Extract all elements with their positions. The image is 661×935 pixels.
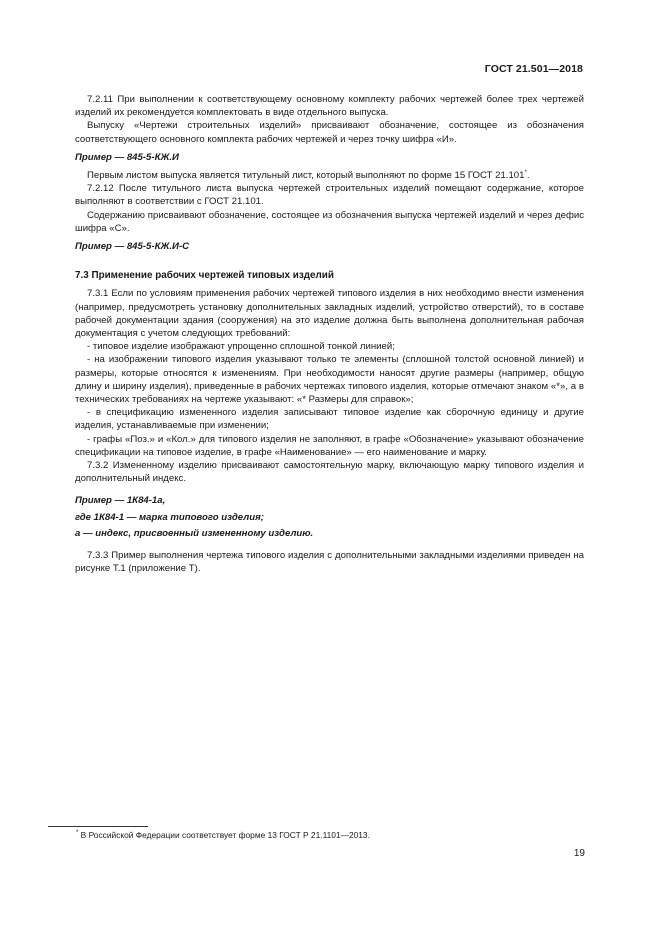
- example-line: а — индекс, присвоенный измененному изделию.: [75, 527, 314, 539]
- paragraph-7-3-1: 7.3.1 Если по условиям применения рабочих чертежей типового изделия в них необходимо внести изменения (например, предусмотреть установку дополнительных закладных изделий, устройство отверстий), то в составе рабочей документации здания (сооружения) на это изделие должна быть выполнена дополнительная рабочая документация с учетом следующих требований:: [75, 288, 584, 340]
- section-heading-7-3: 7.3 Применение рабочих чертежей типовых изделий: [75, 270, 334, 282]
- paragraph-title-sheet: [75, 169, 584, 182]
- list-item: - графы «Поз.» и «Кол.» для типового изделия не заполняют, в графе «Обозначение» указывают обозначение спецификации на типовое изделие, в графе «Наименование» — его наименование и марку.: [75, 433, 584, 458]
- footnote-ref: *: [524, 169, 527, 176]
- footnote-divider: [48, 826, 148, 827]
- paragraph-7-2-11: 7.2.11 При выполнении к соответствующему основному комплекту рабочих чертежей более трех чертежей изделий их рекомендуется комплектовать в виде отдельного выпуска.: [75, 94, 584, 119]
- example-845-5-kzh-i-s: Пример — 845-5-КЖ.И-С: [75, 241, 190, 253]
- paragraph-7-2-12-designation: Содержанию присваивают обозначение, состоящее из обозначения выпуска чертежей изделий и через дефис шифра «С».: [75, 209, 584, 234]
- paragraph-7-2-12: 7.2.12 После титульного листа выпуска чертежей строительных изделий помещают содержание, которое выполняют в соответствии с ГОСТ 21.101.: [75, 183, 584, 208]
- title-sheet-end: .: [526, 170, 530, 182]
- example-845-5-kzh-i: Пример — 845-5-КЖ.И: [75, 151, 179, 163]
- page-number: 19: [573, 848, 585, 859]
- list-item: - в спецификацию измененного изделия записывают типовое изделие как сборочную единицу и другие изделия, устанавливаемые при изменении;: [75, 407, 584, 432]
- title-sheet-text: Первым листом выпуска является титульный лист, который выполняют по форме 15 ГОСТ 21.101: [87, 170, 525, 182]
- example-line: где 1К84-1 — марка типового изделия;: [75, 511, 264, 523]
- page-content: [75, 93, 584, 576]
- footnote: [76, 830, 370, 840]
- footnote-text: В Российской Федерации соответствует форме 13 ГОСТ Р 21.1101—2013.: [78, 830, 370, 840]
- paragraph-7-3-3: 7.3.3 Пример выполнения чертежа типового изделия с дополнительными закладными изделиями приведен на рисунке Т.1 (приложение Т).: [75, 550, 584, 575]
- standard-header: ГОСТ 21.501—2018: [484, 63, 583, 75]
- paragraph-7-2-11-designation: Выпуску «Чертежи строительных изделий» присваивают обозначение, состоящее из обозначения соответствующего основного комплекта рабочих чертежей и через точку шифра «И».: [75, 120, 584, 145]
- paragraph-7-3-2: 7.3.2 Измененному изделию присваивают самостоятельную марку, включающую марку типового изделия и дополнительный индекс.: [75, 460, 584, 485]
- footnote-mark: *: [76, 830, 79, 837]
- list-item: - на изображении типового изделия указывают только те элементы (сплошной толстой основной линией) и размеры, которые относятся к изменениям. При необходимости наносят другие размеры (например, общую длину и ширину изделия), приведенные в рабочих чертежах типового изделия, которые отмечают знаком «*», а в технических требованиях на чертеже указывают: «* Размеры для справок»;: [75, 354, 584, 406]
- list-item: - типовое изделие изображают упрощенно сплошной тонкой линией;: [87, 341, 395, 353]
- example-line: Пример — 1К84-1а,: [75, 495, 166, 507]
